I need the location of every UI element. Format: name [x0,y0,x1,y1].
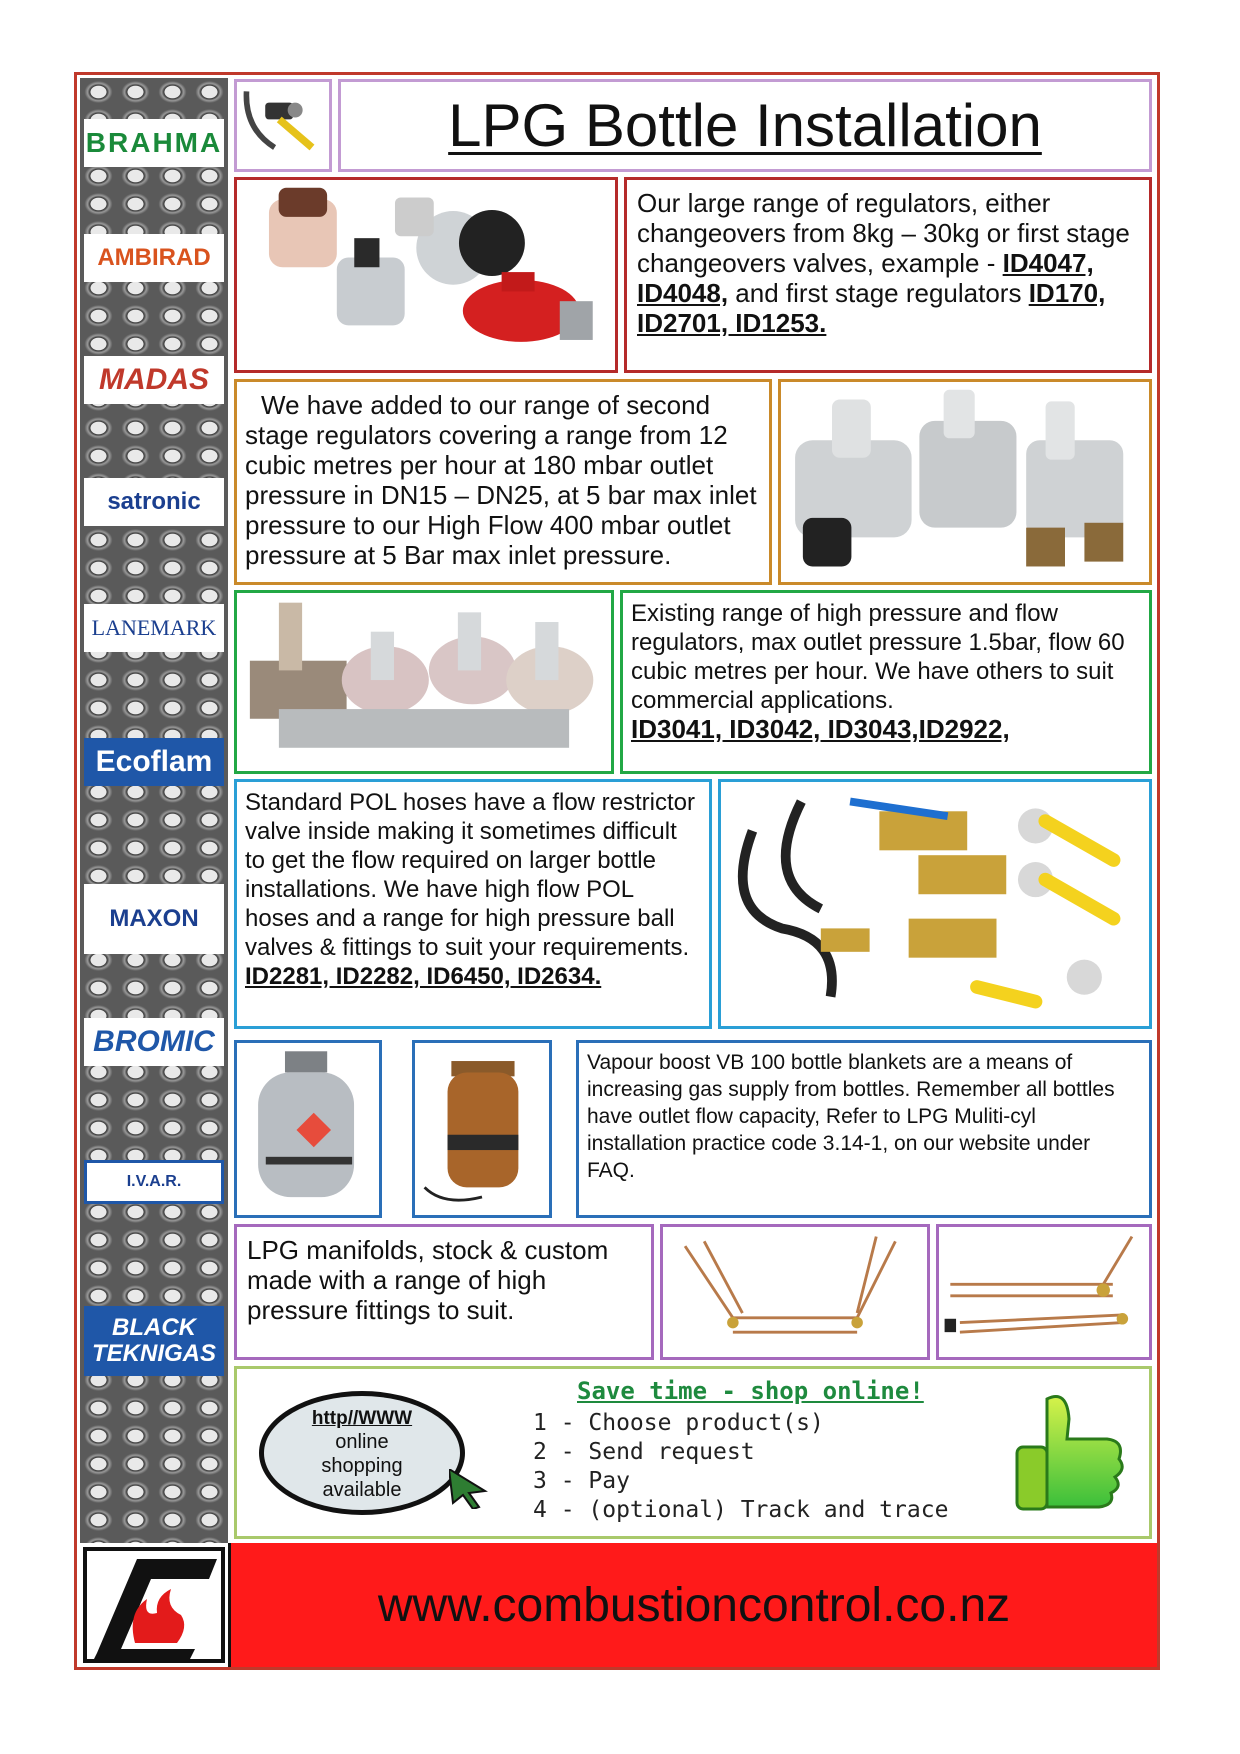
manifolds-text-box [234,1224,654,1360]
brand-logo-ambirad: AMBIRAD [84,234,224,282]
shop-steps-list [533,1409,948,1525]
manifold-image-1 [660,1224,930,1360]
regulators-description: Our large range of regulators, either changeovers from 8kg – 30kg or first stage changeovers valves, example - [637,188,1130,278]
vapour-boost-text-box [576,1040,1152,1218]
shop-step: 3 - Pay [533,1468,630,1494]
high-pressure-regulators-image [234,590,614,774]
brand-logo-satronic: satronic [84,478,224,526]
high-pressure-text-box [620,590,1152,774]
badge-line-2: shopping [321,1455,403,1477]
second-stage-text-box [234,379,772,585]
pol-hoses-description: Standard POL hoses have a flow restrictor valve inside making it sometimes difficult to get the flow required on larger bottle installations. We have high flow POL hoses and a range for high pressure ball valves & fittings to suit your requirements. [245,789,695,961]
thumbs-up-icon [1007,1389,1137,1519]
pol-hoses-product-ids[interactable]: ID2281, ID2282, ID6450, ID2634. [245,963,602,990]
pol-hoses-ball-valves-image [718,779,1152,1029]
company-logo [77,1543,231,1667]
badge-line-3: available [322,1479,402,1501]
online-shopping-badge[interactable] [259,1391,465,1515]
shop-heading: Save time - shop online! [577,1377,924,1405]
badge-line-1: online [335,1431,389,1453]
lpg-bottle-image [234,1040,382,1218]
hose-regulator-image [234,79,332,172]
regulators-image [234,177,618,373]
brand-logo-brahma: BRAHMA [84,119,224,167]
second-stage-description: We have added to our range of second stage regulators covering a range from 12 cubic metres per hour at 180 mbar outlet pressure in DN15 – DN25, at 5 bar max inlet pressure to our High Flow 400 mbar outlet pressure at 5 Bar max inlet pressure. [245,390,757,570]
vapour-boost-blanket-image [412,1040,552,1218]
brand-logo-lanemark: LANEMARK [84,604,224,652]
cursor-arrow-icon [449,1469,499,1509]
high-pressure-description: Existing range of high pressure and flow regulators, max outlet pressure 1.5bar, flow 60 cubic metres per hour. We have others to suit commercial applications. [631,600,1125,714]
footer-banner [231,1543,1157,1667]
pol-hoses-text-box [234,779,712,1029]
badge-url: http//WWW [311,1408,413,1429]
regulators-product-ids-b[interactable]: ID170, ID2701, ID1253. [637,278,1106,338]
brand-logo-maxon: MAXON [84,884,224,954]
regulators-product-ids-a[interactable]: ID4047, ID4048, [637,248,1094,308]
shop-step: 4 - (optional) Track and trace [533,1497,949,1523]
shop-step: 2 - Send request [533,1439,755,1465]
high-pressure-product-ids[interactable]: ID3041, ID3042, ID3043,ID2922, [631,714,1010,744]
brand-logo-black-teknigas: BLACK TEKNIGAS [84,1306,224,1376]
header-title-box [338,79,1152,172]
brand-logo-madas: MADAS [84,356,224,404]
page-title: LPG Bottle Installation [448,92,1042,159]
brand-logo-ecoflam: Ecoflam [84,738,224,786]
manifolds-description: LPG manifolds, stock & custom made with a range of high pressure fittings to suit. [247,1235,609,1325]
regulators-description-b: and first stage regulators [728,278,1029,308]
website-url-link[interactable]: www.combustioncontrol.co.nz [377,1578,1011,1632]
vapour-boost-description: Vapour boost VB 100 bottle blankets are a means of increasing gas supply from bottles. Remember all bottles have outlet flow capacity, Refer to LPG Muliti-cyl installation practice code 3.14-1, on our website under FAQ. [587,1051,1115,1182]
manifold-image-2 [936,1224,1152,1360]
shop-online-banner [234,1366,1152,1539]
flame-logo-icon [77,1543,231,1667]
regulators-text-box [624,177,1152,373]
brand-logo-bromic: BROMIC [84,1018,224,1066]
shop-step: 1 - Choose product(s) [533,1410,824,1436]
brand-logo-ivar: I.V.A.R. [84,1160,224,1204]
second-stage-regulators-image [778,379,1152,585]
